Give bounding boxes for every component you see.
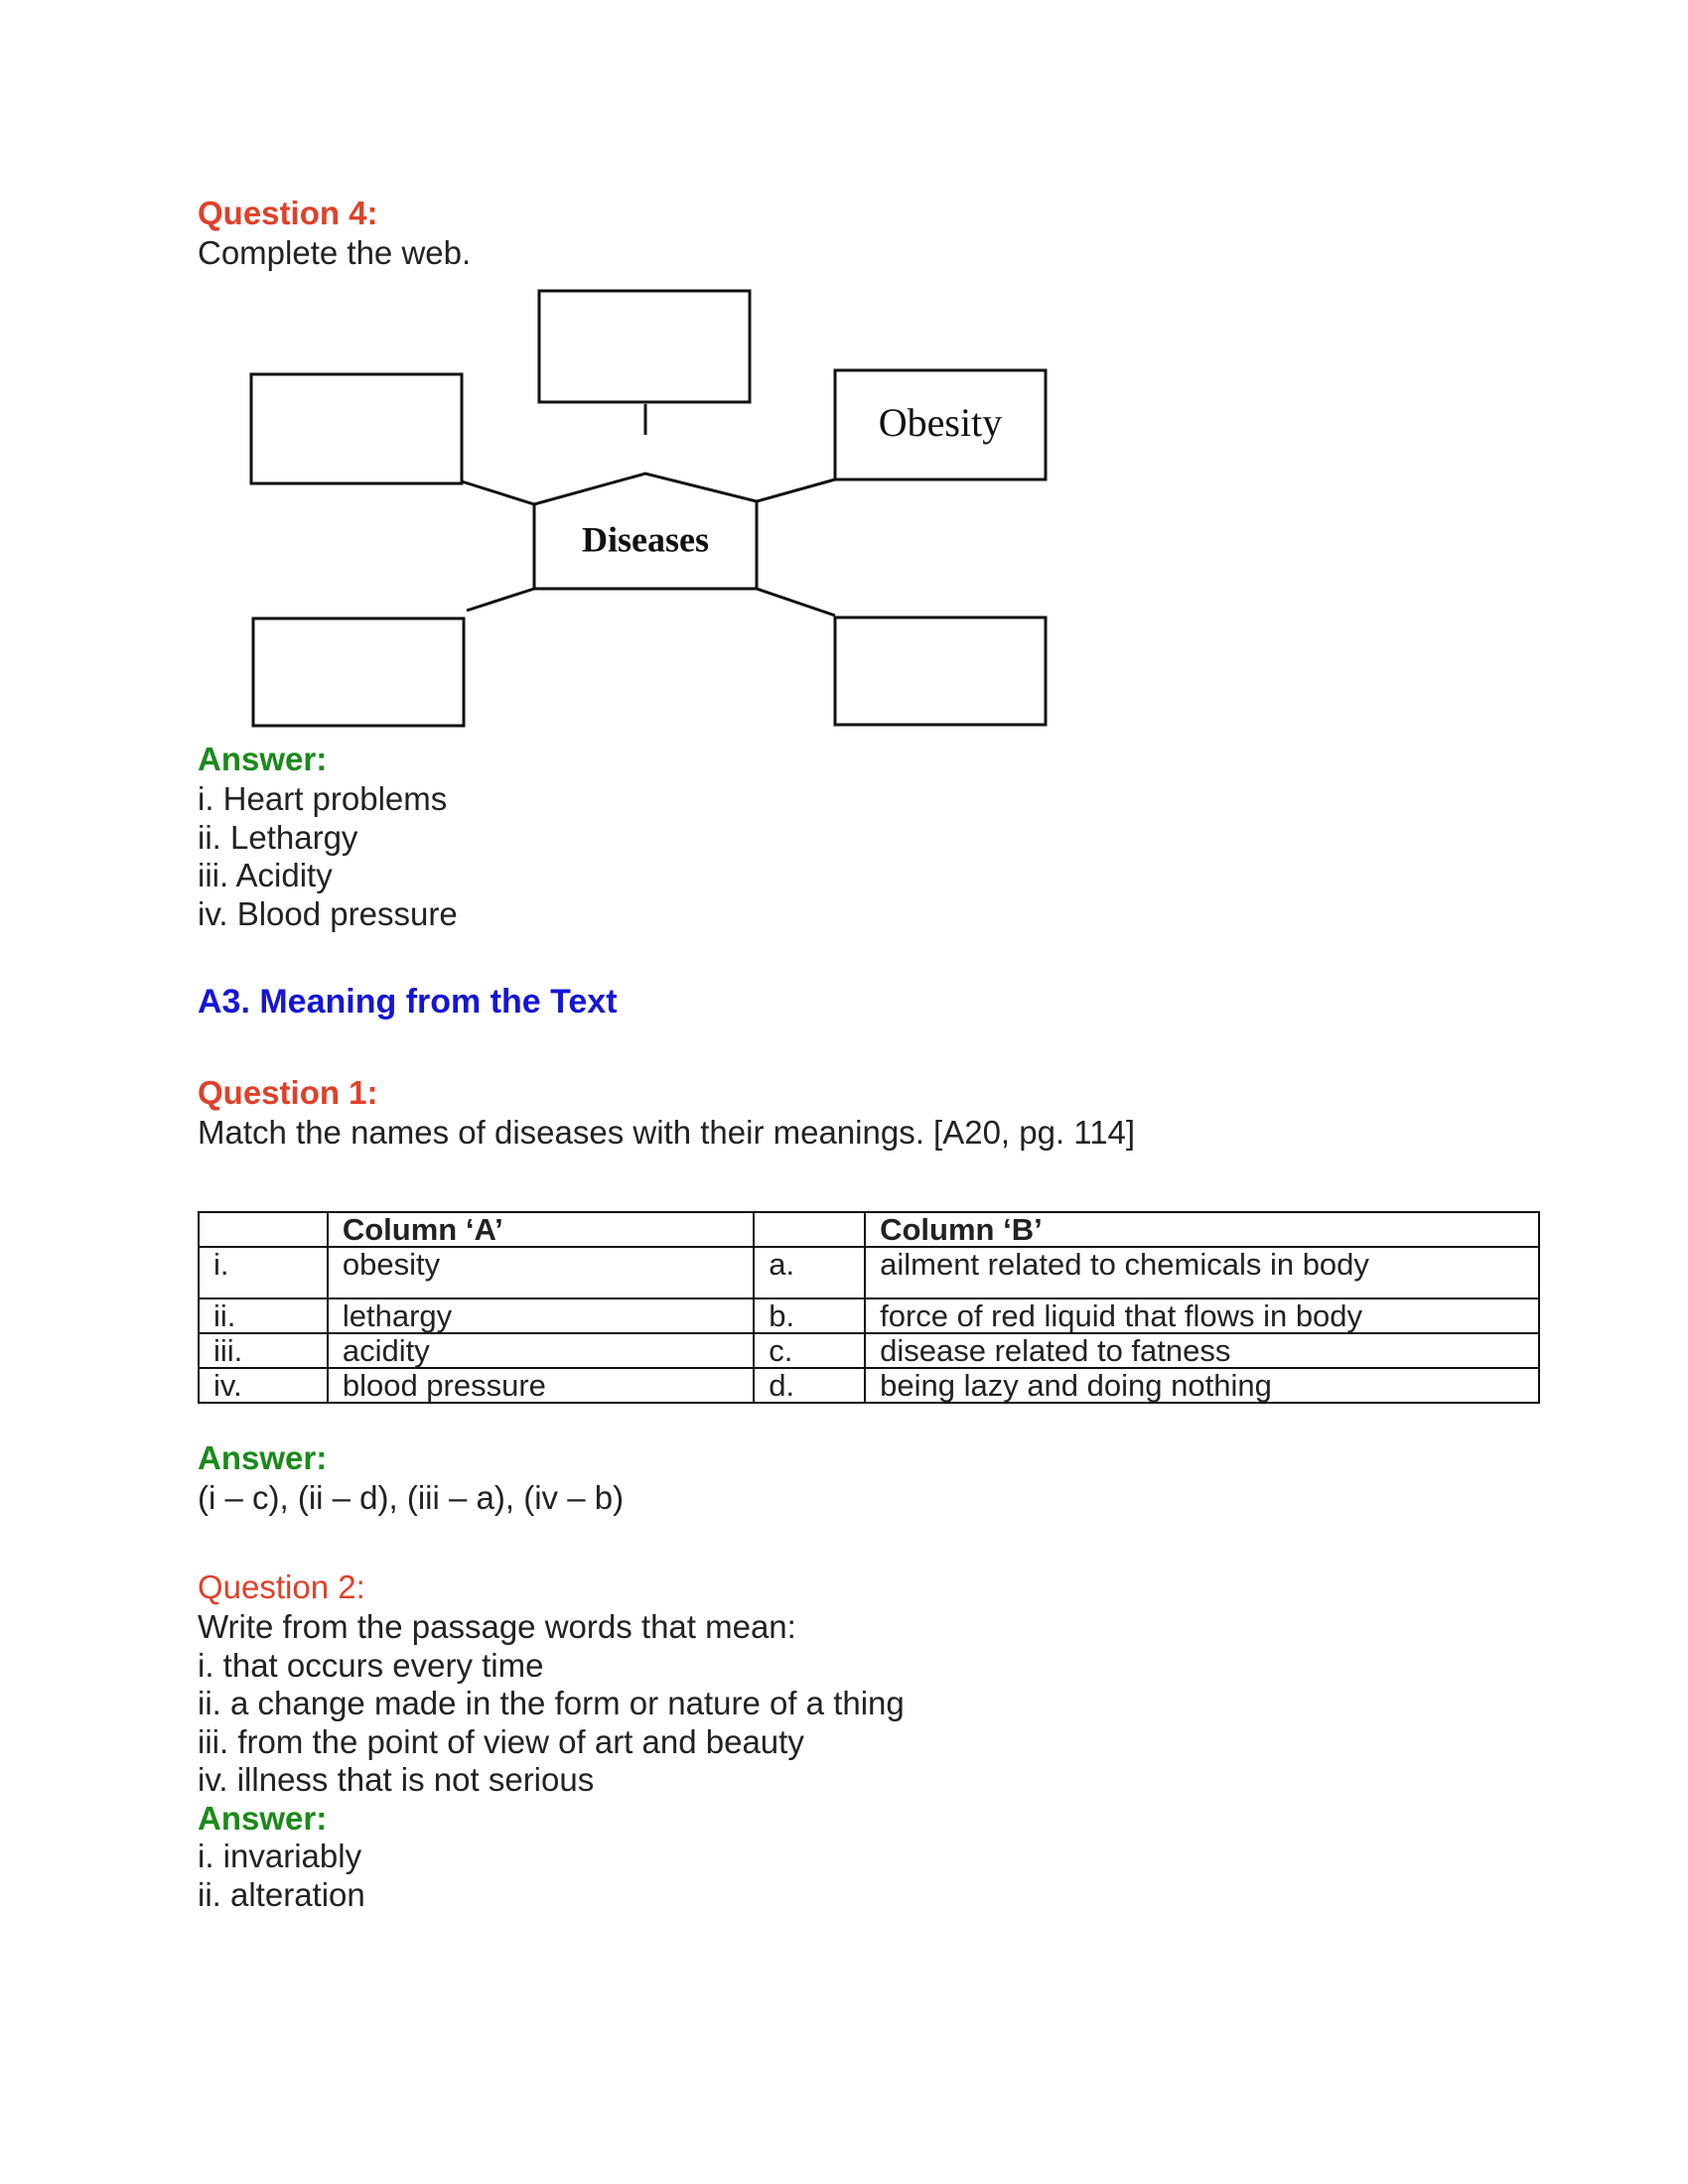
table-cell: c.	[754, 1333, 865, 1368]
web-connector-top-left	[462, 481, 534, 504]
list-item: iv. illness that is not serious	[198, 1761, 595, 1798]
question-4-prompt: Complete the web.	[198, 234, 472, 271]
question-4-title: Question 4:	[198, 195, 378, 231]
table-cell: acidity	[328, 1333, 754, 1368]
table-cell: ii.	[199, 1298, 328, 1333]
answer-item: iv. Blood pressure	[198, 894, 458, 932]
answer-item: iii. Acidity	[198, 857, 333, 893]
answer-item: i. Heart problems	[198, 780, 448, 817]
question-2-prompt: Write from the passage words that mean:	[198, 1608, 796, 1645]
table-row	[199, 1298, 1539, 1333]
web-connector-top-right	[757, 479, 835, 501]
question-4-answer-label: Answer:	[198, 741, 328, 777]
answer-item: i. invariably	[198, 1838, 362, 1874]
web-box-bottom-left	[253, 618, 464, 726]
list-item: ii. a change made in the form or nature of a thing	[198, 1685, 905, 1721]
table-cell: b.	[754, 1298, 865, 1333]
table-row	[199, 1247, 1539, 1298]
table-cell: force of red liquid that flows in body	[865, 1298, 1539, 1333]
table-cell: a.	[754, 1247, 865, 1298]
table-cell: obesity	[328, 1247, 754, 1298]
web-connector-bottom-left	[467, 589, 534, 611]
question-1-answer: (i – c), (ii – d), (iii – a), (iv – b)	[198, 1479, 625, 1516]
answer-item: ii. Lethargy	[198, 818, 358, 856]
table-cell: iii.	[199, 1333, 328, 1368]
question-2-answer-label: Answer:	[198, 1799, 328, 1837]
web-center-label: Diseases	[582, 519, 709, 560]
list-item: iii. from the point of view of art and beauty	[198, 1722, 804, 1760]
table-cell: i.	[199, 1247, 328, 1298]
question-1-prompt: Match the names of diseases with their meanings. [A20, pg. 114]	[198, 1114, 1136, 1151]
table-header-cell	[754, 1212, 865, 1247]
section-heading: A3. Meaning from the Text	[198, 983, 618, 1021]
web-box-top	[539, 291, 750, 402]
table-header-row	[199, 1212, 1539, 1247]
table-header-cell: Column ‘A’	[328, 1212, 754, 1247]
question-4-answers	[198, 780, 458, 933]
answer-item: ii. alteration	[198, 1875, 365, 1913]
table-cell: lethargy	[328, 1298, 754, 1333]
web-box-top-left	[251, 374, 462, 483]
disease-web-diagram	[238, 283, 1072, 740]
question-1-answer-label: Answer:	[198, 1439, 328, 1476]
web-box-top-right-label: Obesity	[878, 400, 1003, 446]
table-row	[199, 1333, 1539, 1368]
table-cell: iv.	[199, 1368, 328, 1403]
table-row	[199, 1368, 1539, 1403]
web-connector-bottom-right	[757, 589, 835, 615]
table-header-cell: Column ‘B’	[865, 1212, 1539, 1247]
table-cell: disease related to fatness	[865, 1333, 1539, 1368]
web-box-bottom-right	[835, 617, 1046, 725]
table-cell: being lazy and doing nothing	[865, 1368, 1539, 1403]
question-2-body	[198, 1608, 905, 1914]
table-cell: d.	[754, 1368, 865, 1403]
question-1-title: Question 1:	[198, 1074, 378, 1111]
table-cell: ailment related to chemicals in body	[865, 1247, 1539, 1298]
table-header-cell	[199, 1212, 328, 1247]
list-item: i. that occurs every time	[198, 1646, 544, 1684]
table-cell: blood pressure	[328, 1368, 754, 1403]
question-2-title: Question 2:	[198, 1569, 365, 1605]
match-table	[198, 1211, 1540, 1404]
